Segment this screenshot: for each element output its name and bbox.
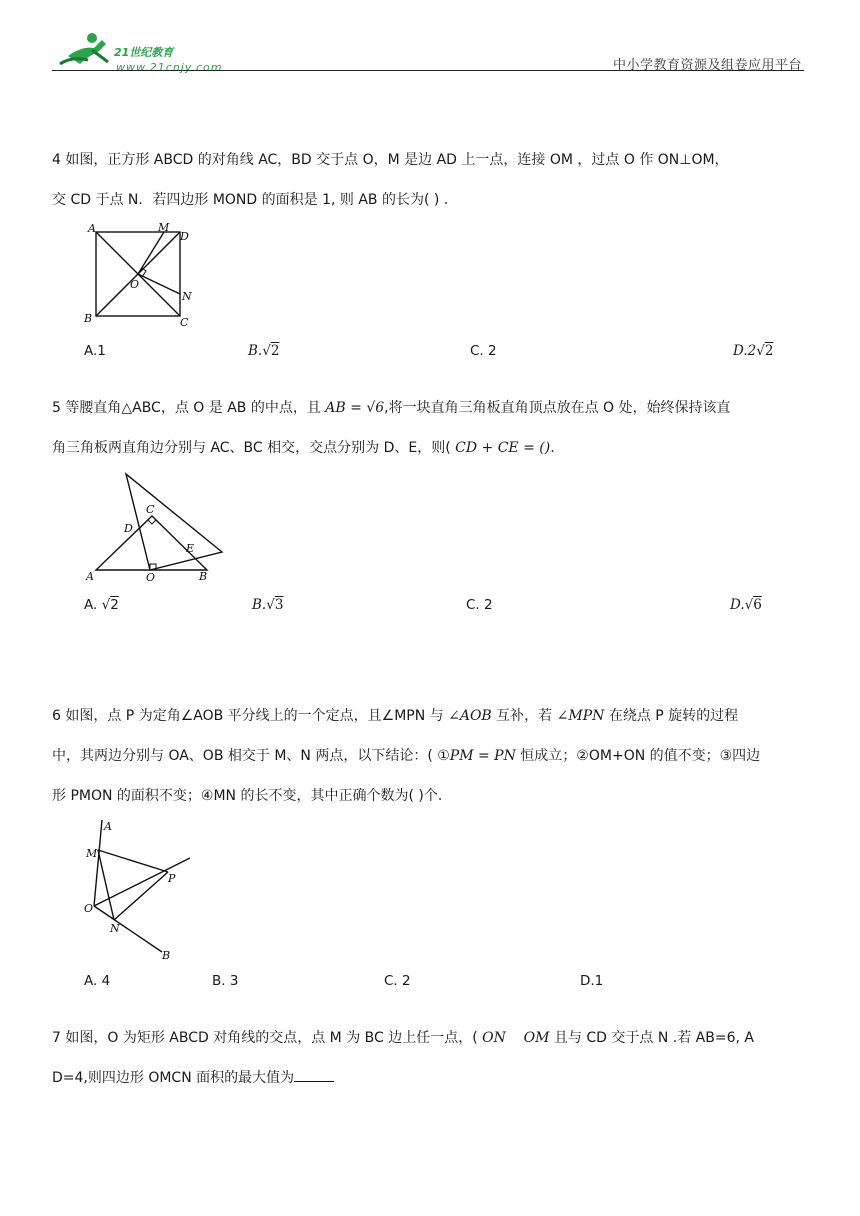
q6-choice-c[interactable]: C. 2 — [384, 973, 411, 989]
q4-figure — [80, 220, 210, 332]
q4-label-m: M — [158, 221, 170, 234]
q7-answer-blank[interactable] — [294, 1067, 334, 1082]
q4-choice-d[interactable]: D.2√2 — [733, 343, 774, 359]
q6-label-b: B — [162, 949, 171, 962]
q6-label-a: A — [104, 820, 112, 833]
q6-bisector-op — [94, 858, 190, 906]
platform-name: 中小学教育资源及组卷应用平台 — [612, 58, 802, 73]
q4-choice-c[interactable]: C. 2 — [470, 343, 497, 359]
q5-line-1: 5 等腰直角△ABC，点 O 是 AB 的中点，且 AB = √6,将一块直角三角板直角顶点放在点 O 处，始终保持该直 — [52, 400, 731, 416]
q4-label-o: O — [130, 278, 140, 291]
q5-label-c: C — [146, 503, 155, 516]
q4-label-c: C — [180, 316, 189, 329]
q6-label-n: N — [110, 922, 120, 935]
q6-label-p: P — [168, 872, 176, 885]
q4-line-2: 交 CD 于点 N．若四边形 MOND 的面积是 1, 则 AB 的长为( ) . — [52, 192, 449, 208]
q6-ray-ob — [94, 906, 162, 952]
q4-choice-b[interactable]: B.√2 — [248, 343, 280, 359]
q5-choice-c[interactable]: C. 2 — [466, 597, 493, 613]
question-6 — [52, 696, 810, 816]
q4-label-n: N — [182, 290, 192, 303]
q5-label-a: A — [86, 570, 94, 583]
q6-segment-pm — [98, 850, 168, 872]
q5-set-square — [126, 474, 222, 570]
q6-line-2: 中，其两边分别与 OA、OB 相交于 M、N 两点，以下结论：( ①PM = PN 恒成立；②OM+ON 的值不变；③四边 — [52, 748, 761, 764]
logo-url-text: www.21cnjy.com — [116, 61, 223, 74]
q5-choice-d[interactable]: D.√6 — [730, 597, 762, 613]
q6-line-3: 形 PMON 的面积不变；④MN 的长不变，其中正确个数为( )个. — [52, 788, 443, 804]
q4-label-d: D — [180, 230, 189, 243]
q5-label-b: B — [199, 570, 208, 583]
question-7 — [52, 1018, 810, 1098]
q6-choice-b[interactable]: B. 3 — [212, 973, 239, 989]
q5-label-d: D — [124, 522, 133, 535]
q5-label-e: E — [186, 542, 195, 555]
q6-segment-pn — [114, 872, 168, 920]
logo-runner-icon — [60, 33, 108, 64]
q4-choice-a[interactable]: A.1 — [84, 343, 106, 359]
question-5 — [52, 388, 810, 468]
q5-choice-b[interactable]: B.√3 — [252, 597, 284, 613]
q5-figure — [82, 468, 232, 586]
q7-line-1: 7 如图，O 为矩形 ABCD 对角线的交点，点 M 为 BC 边上任一点，( ON OM 且与 CD 交于点 N .若 AB=6, A — [52, 1030, 754, 1046]
q4-segment-on — [138, 274, 180, 294]
q4-line-1: 4 如图，正方形 ABCD 的对角线 AC，BD 交于点 O，M 是边 AD 上一点，连接 OM ，过点 O 作 ON⊥OM， — [52, 152, 729, 168]
q5-label-o: O — [146, 571, 156, 584]
logo-main-text: 21世纪教育 — [114, 46, 174, 59]
question-4 — [52, 140, 810, 220]
q6-choice-a[interactable]: A. 4 — [84, 973, 111, 989]
q5-right-angle-c — [148, 520, 156, 524]
logo — [58, 26, 228, 74]
q5-choice-a[interactable]: A. √2 — [84, 597, 119, 613]
q6-label-o: O — [84, 902, 94, 915]
q6-choice-d[interactable]: D.1 — [580, 973, 604, 989]
q5-line-2: 角三角板两直角边分别与 AC、BC 相交，交点分别为 D、E，则( CD + CE = (). — [52, 440, 555, 456]
header-divider — [52, 70, 804, 71]
q6-label-m: M — [86, 847, 98, 860]
q7-line-2: D=4,则四边形 OMCN 面积的最大值为 — [52, 1058, 810, 1098]
q6-line-1: 6 如图，点 P 为定角∠AOB 平分线上的一个定点，且∠MPN 与 ∠AOB 互补，若 ∠MPN 在绕点 P 旋转的过程 — [52, 708, 739, 724]
q6-figure — [80, 816, 210, 966]
q4-segment-om — [138, 232, 164, 274]
q4-label-a: A — [88, 222, 96, 235]
q4-label-b: B — [84, 312, 93, 325]
